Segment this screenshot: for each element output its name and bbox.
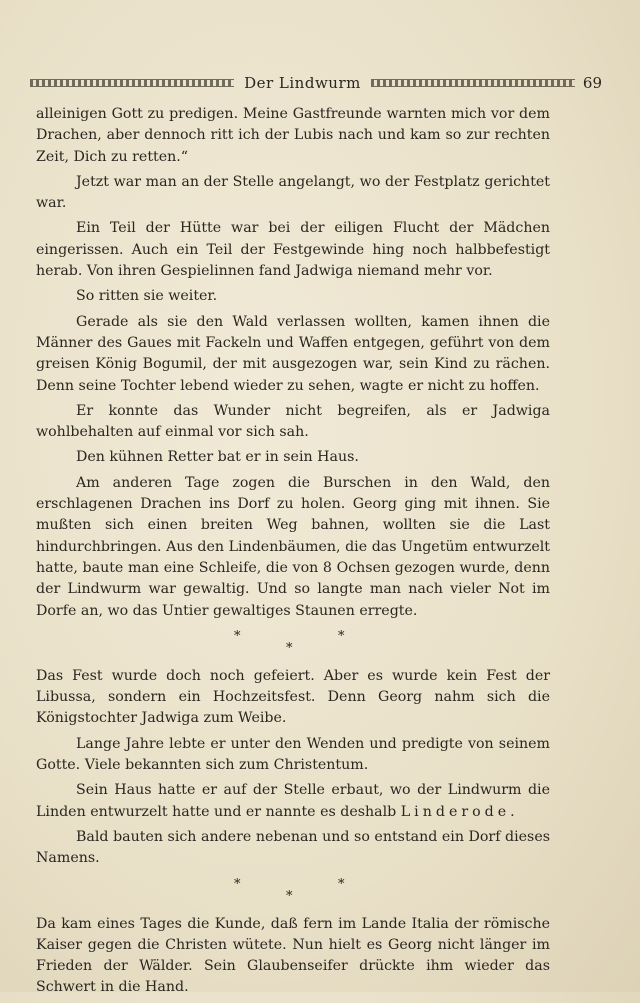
separator-asterisk: *: [234, 628, 241, 644]
paragraph: Das Fest wurde doch noch gefeiert. Aber es wurde kein Fest der Libussa, sondern ein Hochzeitsfest. Denn Georg nahm sich die Königstochter Jadwiga zum Weibe.: [36, 667, 550, 727]
paragraph: Bald bauten sich andere nebenan und so entstand ein Dorf dieses Namens.: [36, 828, 550, 867]
separator-asterisk: *: [338, 628, 345, 644]
section-separator: [36, 874, 550, 914]
paragraph: Er konnte das Wunder nicht begreifen, als er Jadwiga wohlbehalten auf einmal vor sich sah.: [36, 402, 550, 441]
paragraph: Den kühnen Retter bat er in sein Haus.: [76, 449, 359, 466]
running-header: [30, 72, 602, 94]
paragraph: Ein Teil der Hütte war bei der eiligen Flucht der Mädchen eingerissen. Auch ein Teil der Festgewinde hing noch halbbefestigt herab. Von ihren Gespielinnen fand Jadwiga niemand mehr vor.: [36, 220, 550, 280]
paragraph: [36, 780, 550, 823]
header-ornament-left: [30, 79, 234, 87]
paragraph: alleinigen Gott zu predigen. Meine Gastfreunde warnten mich vor dem Drachen, aber dennoch ritt ich der Lubis nach und kam so zur rechten Zeit, Dich zu retten.“: [36, 106, 550, 165]
paragraph-end: .: [510, 803, 515, 820]
page-number: 69: [582, 74, 603, 92]
running-title: Der Lindwurm: [244, 74, 361, 92]
place-name: Linderode: [400, 803, 511, 820]
paragraph: Da kam eines Tages die Kunde, daß fern im Lande Italia der römische Kaiser gegen die Christen wütete. Nun hielt es Georg nicht länger im Frieden der Wälder. Sein Glaubenseifer drückte ihm wieder das Schwert in die Hand.: [36, 915, 550, 996]
page-body: [36, 104, 550, 1003]
separator-asterisk: *: [286, 640, 293, 656]
paragraph: Gerade als sie den Wald verlassen wollten, kamen ihnen die Männer des Gaues mit Fackeln und Waffen entgegen, geführt von dem greisen König Bogumil, der mit ausgezogen war, sein Kind zu rächen. Denn seine Tochter lebend wieder zu sehen, wagte er nicht zu hoffen.: [36, 313, 550, 394]
paragraph: So ritten sie weiter.: [76, 288, 218, 305]
separator-asterisk: *: [234, 876, 241, 892]
paragraph: Am anderen Tage zogen die Burschen in den Wald, den erschlagenen Drachen ins Dorf zu holen. Georg ging mit ihnen. Sie mußten sich einen breiten Weg bahnen, wollten sie die Last hindurchbringen. Aus den Lindenbäumen, die das Ungetüm entwurzelt hatte, baute man eine Schleife, die von 8 Ochsen gezogen wurde, denn der Lindwurm war gewaltig. Und so langte man nach vieler Not im Dorfe an, wo das Untier gewaltiges Staunen erregte.: [36, 474, 550, 619]
section-separator: [36, 626, 550, 666]
separator-asterisk: *: [338, 876, 345, 892]
paragraph-text: Sein Haus hatte er auf der Stelle erbaut, wo der Lindwurm die Linden entwurzelt hatte und er nannte es deshalb: [36, 782, 550, 820]
header-ornament-right: [371, 79, 575, 87]
separator-asterisk: *: [286, 888, 293, 904]
paragraph: Jetzt war man an der Stelle angelangt, wo der Festplatz gerichtet war.: [36, 173, 550, 212]
paragraph: Lange Jahre lebte er unter den Wenden und predigte von seinem Gotte. Viele bekannten sich zum Christentum.: [36, 735, 550, 774]
